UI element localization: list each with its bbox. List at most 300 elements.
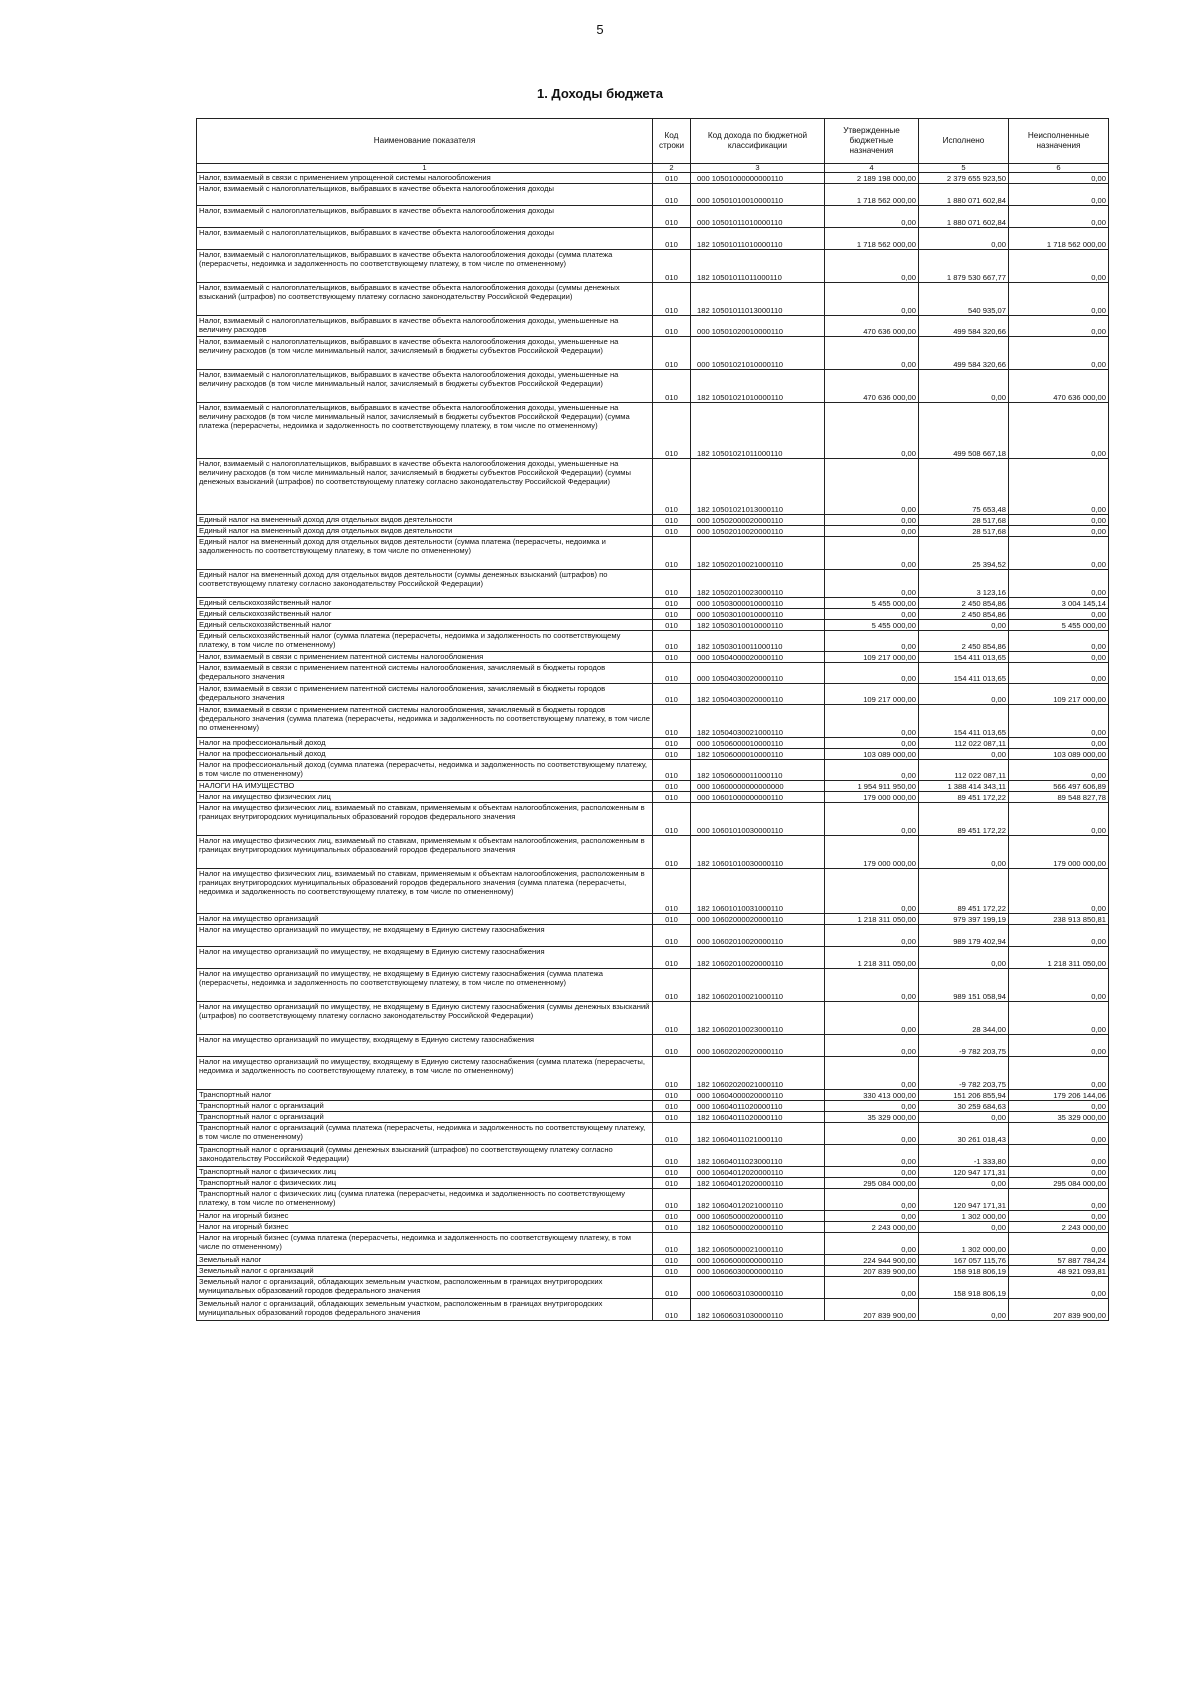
revenue-code: 182 10602020021000110 [691, 1057, 825, 1090]
table-row [197, 337, 1109, 370]
row-code: 010 [653, 1299, 691, 1321]
unexecuted-amount: 0,00 [1009, 1145, 1109, 1167]
table-row [197, 947, 1109, 969]
table-row [197, 749, 1109, 760]
revenue-code: 182 10503010011000110 [691, 631, 825, 652]
row-code: 010 [653, 206, 691, 228]
row-code: 010 [653, 609, 691, 620]
revenue-code: 000 10502000020000110 [691, 515, 825, 526]
executed-amount: 120 947 171,31 [919, 1189, 1009, 1211]
unexecuted-amount: 48 921 093,81 [1009, 1266, 1109, 1277]
table-row [197, 1233, 1109, 1255]
indicator-name: Налог на профессиональный доход [197, 749, 653, 760]
executed-amount: 2 450 854,86 [919, 609, 1009, 620]
executed-amount: 30 259 684,63 [919, 1101, 1009, 1112]
indicator-name: Налог, взимаемый с налогоплательщиков, выбравших в качестве объекта налогообложения доходы [197, 206, 653, 228]
indicator-name: Единый сельскохозяйственный налог [197, 620, 653, 631]
approved-amount: 0,00 [825, 1123, 919, 1145]
table-row [197, 738, 1109, 749]
indicator-name: Налог на имущество организаций по имуществу, не входящему в Единую систему газоснабжения (суммы денежных взысканий (штрафов) по соответствующему платежу согласно законодательству Российской Федерации) [197, 1002, 653, 1035]
revenue-code: 182 10501021010000110 [691, 370, 825, 403]
row-code: 010 [653, 283, 691, 316]
unexecuted-amount: 0,00 [1009, 173, 1109, 184]
table-row [197, 914, 1109, 925]
approved-amount: 103 089 000,00 [825, 749, 919, 760]
executed-amount: 2 379 655 923,50 [919, 173, 1009, 184]
executed-amount: 154 411 013,65 [919, 652, 1009, 663]
approved-amount: 1 218 311 050,00 [825, 914, 919, 925]
unexecuted-amount: 0,00 [1009, 925, 1109, 947]
approved-amount: 0,00 [825, 250, 919, 283]
table-row [197, 684, 1109, 705]
approved-amount: 0,00 [825, 609, 919, 620]
approved-amount: 0,00 [825, 1057, 919, 1090]
revenue-code: 182 10506000010000110 [691, 749, 825, 760]
revenue-code: 182 10602010023000110 [691, 1002, 825, 1035]
approved-amount: 470 636 000,00 [825, 370, 919, 403]
row-code: 010 [653, 1211, 691, 1222]
table-row [197, 370, 1109, 403]
approved-amount: 0,00 [825, 1189, 919, 1211]
indicator-name: Земельный налог с организаций [197, 1266, 653, 1277]
table-row [197, 1057, 1109, 1090]
column-number: 5 [919, 164, 1009, 173]
table-row [197, 836, 1109, 869]
executed-amount: 1 388 414 343,11 [919, 781, 1009, 792]
unexecuted-amount: 1 218 311 050,00 [1009, 947, 1109, 969]
indicator-name: Налог на игорный бизнес [197, 1222, 653, 1233]
row-code: 010 [653, 1233, 691, 1255]
indicator-name: Налог, взимаемый в связи с применением упрощенной системы налогообложения [197, 173, 653, 184]
executed-amount: 158 918 806,19 [919, 1266, 1009, 1277]
revenue-code: 000 10602010020000110 [691, 925, 825, 947]
approved-amount: 0,00 [825, 1145, 919, 1167]
executed-amount: 3 123,16 [919, 570, 1009, 598]
executed-amount: 499 584 320,66 [919, 337, 1009, 370]
executed-amount: -1 333,80 [919, 1145, 1009, 1167]
revenue-code: 000 10606000000000110 [691, 1255, 825, 1266]
executed-amount: 2 450 854,86 [919, 598, 1009, 609]
revenue-code: 182 10503010010000110 [691, 620, 825, 631]
unexecuted-amount: 0,00 [1009, 1277, 1109, 1299]
executed-amount: 28 517,68 [919, 515, 1009, 526]
executed-amount: 120 947 171,31 [919, 1167, 1009, 1178]
row-code: 010 [653, 631, 691, 652]
indicator-name: Транспортный налог с организаций [197, 1101, 653, 1112]
indicator-name: Налог, взимаемый с налогоплательщиков, выбравших в качестве объекта налогообложения доходы [197, 184, 653, 206]
unexecuted-amount: 35 329 000,00 [1009, 1112, 1109, 1123]
table-row [197, 663, 1109, 684]
unexecuted-amount: 57 887 784,24 [1009, 1255, 1109, 1266]
revenue-code: 000 10501010010000110 [691, 184, 825, 206]
row-code: 010 [653, 1222, 691, 1233]
indicator-name: Транспортный налог с физических лиц (сумма платежа (перерасчеты, недоимка и задолженность по соответствующему платежу, в том числе по отмененному) [197, 1189, 653, 1211]
indicator-name: Налог на имущество организаций по имуществу, не входящему в Единую систему газоснабжения (сумма платежа (перерасчеты, недоимка и задолженность по соответствующему платежу, в том числе по отмененному) [197, 969, 653, 1002]
indicator-name: Единый налог на вмененный доход для отдельных видов деятельности [197, 515, 653, 526]
approved-amount: 470 636 000,00 [825, 316, 919, 337]
executed-amount: 89 451 172,22 [919, 792, 1009, 803]
executed-amount: 0,00 [919, 749, 1009, 760]
row-code: 010 [653, 1035, 691, 1057]
executed-amount: 0,00 [919, 1112, 1009, 1123]
indicator-name: Налог, взимаемый с налогоплательщиков, выбравших в качестве объекта налогообложения доходы (сумма платежа (перерасчеты, недоимка и задолженность по соответствующему платежу, в том числе по отмененному) [197, 250, 653, 283]
approved-amount: 0,00 [825, 663, 919, 684]
unexecuted-amount: 0,00 [1009, 570, 1109, 598]
revenue-code: 182 10501021011000110 [691, 403, 825, 459]
row-code: 010 [653, 1255, 691, 1266]
header-revenue-code: Код дохода по бюджетной классификации [691, 119, 825, 164]
indicator-name: Налог, взимаемый с налогоплательщиков, выбравших в качестве объекта налогообложения доходы, уменьшенные на величину расходов (в том числе минимальный налог, зачисляемый в бюджеты субъектов Российской Федерации) (сумма платежа (перерасчеты, недоимка и задолженность по соответствующему платежу, в том числе по отмененному) [197, 403, 653, 459]
indicator-name: Налог на имущество физических лиц, взимаемый по ставкам, применяемым к объектам налогообложения, расположенным в границах внутригородских муниципальных образований городов федерального значения [197, 836, 653, 869]
approved-amount: 0,00 [825, 206, 919, 228]
indicator-name: Налог на имущество организаций по имуществу, входящему в Единую систему газоснабжения [197, 1035, 653, 1057]
approved-amount: 0,00 [825, 760, 919, 781]
row-code: 010 [653, 403, 691, 459]
revenue-code: 000 10504030020000110 [691, 663, 825, 684]
unexecuted-amount: 0,00 [1009, 760, 1109, 781]
executed-amount: 158 918 806,19 [919, 1277, 1009, 1299]
row-code: 010 [653, 1090, 691, 1101]
indicator-name: Земельный налог с организаций, обладающих земельным участком, расположенным в границах внутригородских муниципальных образований городов федерального значения [197, 1299, 653, 1321]
approved-amount: 179 000 000,00 [825, 792, 919, 803]
unexecuted-amount: 179 206 144,06 [1009, 1090, 1109, 1101]
header-indicator-name: Наименование показателя [197, 119, 653, 164]
executed-amount: 0,00 [919, 620, 1009, 631]
row-code: 010 [653, 781, 691, 792]
table-row [197, 1299, 1109, 1321]
table-row [197, 1101, 1109, 1112]
executed-amount: 0,00 [919, 228, 1009, 250]
table-row [197, 631, 1109, 652]
approved-amount: 0,00 [825, 925, 919, 947]
row-code: 010 [653, 620, 691, 631]
indicator-name: Налог, взимаемый в связи с применением патентной системы налогообложения, зачисляемый в бюджеты городов федерального значения (сумма платежа (перерасчеты, недоимка и задолженность по соответствующему платежу, в том числе по отмененному) [197, 705, 653, 738]
row-code: 010 [653, 184, 691, 206]
executed-amount: 154 411 013,65 [919, 663, 1009, 684]
executed-amount: 0,00 [919, 684, 1009, 705]
executed-amount: 1 880 071 602,84 [919, 206, 1009, 228]
unexecuted-amount: 103 089 000,00 [1009, 749, 1109, 760]
unexecuted-amount: 207 839 900,00 [1009, 1299, 1109, 1321]
row-code: 010 [653, 869, 691, 914]
table-row [197, 1112, 1109, 1123]
unexecuted-amount: 0,00 [1009, 526, 1109, 537]
approved-amount: 5 455 000,00 [825, 620, 919, 631]
approved-amount: 0,00 [825, 1002, 919, 1035]
executed-amount: 979 397 199,19 [919, 914, 1009, 925]
unexecuted-amount: 5 455 000,00 [1009, 620, 1109, 631]
executed-amount: 89 451 172,22 [919, 803, 1009, 836]
revenue-code: 182 10606031030000110 [691, 1299, 825, 1321]
approved-amount: 0,00 [825, 869, 919, 914]
row-code: 010 [653, 684, 691, 705]
row-code: 010 [653, 1101, 691, 1112]
indicator-name: Транспортный налог с организаций (сумма платежа (перерасчеты, недоимка и задолженность по соответствующему платежу, в том числе по отмененному) [197, 1123, 653, 1145]
revenue-code: 000 10504000020000110 [691, 652, 825, 663]
approved-amount: 1 954 911 950,00 [825, 781, 919, 792]
unexecuted-amount: 0,00 [1009, 1233, 1109, 1255]
revenue-code: 000 10506000010000110 [691, 738, 825, 749]
approved-amount: 0,00 [825, 570, 919, 598]
unexecuted-amount: 0,00 [1009, 1057, 1109, 1090]
row-code: 010 [653, 738, 691, 749]
unexecuted-amount: 109 217 000,00 [1009, 684, 1109, 705]
executed-amount: 89 451 172,22 [919, 869, 1009, 914]
executed-amount: 151 206 855,94 [919, 1090, 1009, 1101]
revenue-code: 182 10501011010000110 [691, 228, 825, 250]
approved-amount: 179 000 000,00 [825, 836, 919, 869]
row-code: 010 [653, 1167, 691, 1178]
revenue-code: 182 10604012021000110 [691, 1189, 825, 1211]
approved-amount: 5 455 000,00 [825, 598, 919, 609]
executed-amount: 28 344,00 [919, 1002, 1009, 1035]
indicator-name: Единый налог на вмененный доход для отдельных видов деятельности (суммы денежных взысканий (штрафов) по соответствующему платежу согласно законодательству Российской Федерации) [197, 570, 653, 598]
row-code: 010 [653, 947, 691, 969]
revenue-code: 182 10604011020000110 [691, 1112, 825, 1123]
approved-amount: 207 839 900,00 [825, 1266, 919, 1277]
unexecuted-amount: 0,00 [1009, 337, 1109, 370]
executed-amount: 0,00 [919, 836, 1009, 869]
column-number: 3 [691, 164, 825, 173]
row-code: 010 [653, 925, 691, 947]
indicator-name: Налог на имущество организаций по имуществу, входящему в Единую систему газоснабжения (сумма платежа (перерасчеты, недоимка и задолженность по соответствующему платежу, в том числе по отмененному) [197, 1057, 653, 1090]
row-code: 010 [653, 969, 691, 1002]
row-code: 010 [653, 370, 691, 403]
column-number: 1 [197, 164, 653, 173]
indicator-name: Земельный налог [197, 1255, 653, 1266]
executed-amount: 0,00 [919, 1299, 1009, 1321]
approved-amount: 295 084 000,00 [825, 1178, 919, 1189]
indicator-name: НАЛОГИ НА ИМУЩЕСТВО [197, 781, 653, 792]
executed-amount: 499 584 320,66 [919, 316, 1009, 337]
table-row [197, 1167, 1109, 1178]
revenue-code: 182 10605000021000110 [691, 1233, 825, 1255]
revenue-code: 000 10602000020000110 [691, 914, 825, 925]
header-executed: Исполнено [919, 119, 1009, 164]
revenue-code: 182 10504030020000110 [691, 684, 825, 705]
indicator-name: Налог на имущество физических лиц [197, 792, 653, 803]
table-row [197, 459, 1109, 515]
approved-amount: 0,00 [825, 969, 919, 1002]
table-row [197, 1189, 1109, 1211]
table-row [197, 925, 1109, 947]
table-row [197, 792, 1109, 803]
column-number: 6 [1009, 164, 1109, 173]
revenue-code: 000 10605000020000110 [691, 1211, 825, 1222]
revenue-code: 182 10504030021000110 [691, 705, 825, 738]
row-code: 010 [653, 173, 691, 184]
table-row [197, 283, 1109, 316]
unexecuted-amount: 0,00 [1009, 738, 1109, 749]
approved-amount: 0,00 [825, 1233, 919, 1255]
row-code: 010 [653, 836, 691, 869]
approved-amount: 0,00 [825, 803, 919, 836]
revenue-code: 000 10600000000000000 [691, 781, 825, 792]
revenue-code: 000 10602020020000110 [691, 1035, 825, 1057]
unexecuted-amount: 0,00 [1009, 316, 1109, 337]
approved-amount: 0,00 [825, 1101, 919, 1112]
revenue-code: 182 10601010030000110 [691, 836, 825, 869]
revenue-code: 000 10501020010000110 [691, 316, 825, 337]
revenue-code: 182 10604011023000110 [691, 1145, 825, 1167]
header-unexecuted: Неисполненные назначения [1009, 119, 1109, 164]
executed-amount: 989 179 402,94 [919, 925, 1009, 947]
unexecuted-amount: 0,00 [1009, 631, 1109, 652]
unexecuted-amount: 2 243 000,00 [1009, 1222, 1109, 1233]
row-code: 010 [653, 1189, 691, 1211]
approved-amount: 0,00 [825, 1035, 919, 1057]
row-code: 010 [653, 1123, 691, 1145]
unexecuted-amount: 0,00 [1009, 1002, 1109, 1035]
row-code: 010 [653, 537, 691, 570]
revenue-code: 000 10503010010000110 [691, 609, 825, 620]
revenue-code: 182 10604012020000110 [691, 1178, 825, 1189]
indicator-name: Налог, взимаемый с налогоплательщиков, выбравших в качестве объекта налогообложения доходы, уменьшенные на величину расходов [197, 316, 653, 337]
table-row [197, 609, 1109, 620]
row-code: 010 [653, 749, 691, 760]
table-body [197, 173, 1109, 1321]
table-row [197, 1002, 1109, 1035]
indicator-name: Транспортный налог с организаций (суммы денежных взысканий (штрафов) по соответствующему платежу согласно законодательству Российской Федерации) [197, 1145, 653, 1167]
table-row [197, 803, 1109, 836]
unexecuted-amount: 0,00 [1009, 1123, 1109, 1145]
indicator-name: Налог на имущество организаций по имуществу, не входящему в Единую систему газоснабжения [197, 925, 653, 947]
table-row [197, 206, 1109, 228]
table-row [197, 598, 1109, 609]
indicator-name: Единый сельскохозяйственный налог [197, 609, 653, 620]
indicator-name: Налог на игорный бизнес (сумма платежа (перерасчеты, недоимка и задолженность по соответствующему платежу, в том числе по отмененному) [197, 1233, 653, 1255]
indicator-name: Налог, взимаемый с налогоплательщиков, выбравших в качестве объекта налогообложения доходы (суммы денежных взысканий (штрафов) по соответствующему платежу согласно законодательству Российской Федерации) [197, 283, 653, 316]
executed-amount: 1 879 530 667,77 [919, 250, 1009, 283]
table-row [197, 1178, 1109, 1189]
executed-amount: 0,00 [919, 947, 1009, 969]
indicator-name: Налог на имущество организаций [197, 914, 653, 925]
indicator-name: Единый сельскохозяйственный налог (сумма платежа (перерасчеты, недоимка и задолженность по соответствующему платежу, в том числе по отмененному) [197, 631, 653, 652]
unexecuted-amount: 0,00 [1009, 1035, 1109, 1057]
unexecuted-amount: 0,00 [1009, 609, 1109, 620]
page-number: 5 [596, 22, 604, 37]
approved-amount: 1 718 562 000,00 [825, 184, 919, 206]
budget-revenue-table [196, 118, 1109, 1321]
table-row [197, 869, 1109, 914]
table-row [197, 705, 1109, 738]
row-code: 010 [653, 515, 691, 526]
approved-amount: 2 189 198 000,00 [825, 173, 919, 184]
revenue-code: 182 10601010031000110 [691, 869, 825, 914]
row-code: 010 [653, 459, 691, 515]
indicator-name: Налог, взимаемый с налогоплательщиков, выбравших в качестве объекта налогообложения доходы, уменьшенные на величину расходов (в том числе минимальный налог, зачисляемый в бюджеты субъектов Российской Федерации) [197, 337, 653, 370]
unexecuted-amount: 295 084 000,00 [1009, 1178, 1109, 1189]
indicator-name: Единый налог на вмененный доход для отдельных видов деятельности [197, 526, 653, 537]
row-code: 010 [653, 1112, 691, 1123]
table-row [197, 184, 1109, 206]
row-code: 010 [653, 570, 691, 598]
approved-amount: 35 329 000,00 [825, 1112, 919, 1123]
executed-amount: 25 394,52 [919, 537, 1009, 570]
row-code: 010 [653, 792, 691, 803]
table-row [197, 403, 1109, 459]
header-approved: Утвержденные бюджетные назначения [825, 119, 919, 164]
table-row [197, 1123, 1109, 1145]
table-row [197, 620, 1109, 631]
revenue-code: 000 10604011020000110 [691, 1101, 825, 1112]
row-code: 010 [653, 1277, 691, 1299]
approved-amount: 0,00 [825, 515, 919, 526]
unexecuted-amount: 179 000 000,00 [1009, 836, 1109, 869]
unexecuted-amount: 0,00 [1009, 206, 1109, 228]
table-row [197, 1090, 1109, 1101]
unexecuted-amount: 0,00 [1009, 969, 1109, 1002]
table-row [197, 969, 1109, 1002]
row-code: 010 [653, 337, 691, 370]
unexecuted-amount: 0,00 [1009, 537, 1109, 570]
executed-amount: 0,00 [919, 1178, 1009, 1189]
table-row [197, 1255, 1109, 1266]
indicator-name: Единый налог на вмененный доход для отдельных видов деятельности (сумма платежа (перерасчеты, недоимка и задолженность по соответствующему платежу, в том числе по отмененному) [197, 537, 653, 570]
approved-amount: 207 839 900,00 [825, 1299, 919, 1321]
revenue-code: 182 10501011013000110 [691, 283, 825, 316]
indicator-name: Единый сельскохозяйственный налог [197, 598, 653, 609]
row-code: 010 [653, 663, 691, 684]
row-code: 010 [653, 803, 691, 836]
unexecuted-amount: 0,00 [1009, 184, 1109, 206]
row-code: 010 [653, 760, 691, 781]
row-code: 010 [653, 598, 691, 609]
column-number-row [197, 164, 1109, 173]
executed-amount: 112 022 087,11 [919, 760, 1009, 781]
unexecuted-amount: 0,00 [1009, 250, 1109, 283]
header-row-code: Код строки [653, 119, 691, 164]
executed-amount: 0,00 [919, 370, 1009, 403]
table-row [197, 537, 1109, 570]
executed-amount: 499 508 667,18 [919, 403, 1009, 459]
row-code: 010 [653, 705, 691, 738]
row-code: 010 [653, 228, 691, 250]
table-row [197, 570, 1109, 598]
approved-amount: 0,00 [825, 705, 919, 738]
revenue-code: 000 10502010020000110 [691, 526, 825, 537]
revenue-code: 182 10502010023000110 [691, 570, 825, 598]
indicator-name: Налог, взимаемый в связи с применением патентной системы налогообложения [197, 652, 653, 663]
table-row [197, 1035, 1109, 1057]
revenue-code: 000 10501011010000110 [691, 206, 825, 228]
revenue-code: 182 10501021013000110 [691, 459, 825, 515]
indicator-name: Налог на имущество организаций по имуществу, не входящему в Единую систему газоснабжения [197, 947, 653, 969]
row-code: 010 [653, 1002, 691, 1035]
unexecuted-amount: 0,00 [1009, 283, 1109, 316]
indicator-name: Налог на игорный бизнес [197, 1211, 653, 1222]
row-code: 010 [653, 914, 691, 925]
table-row [197, 760, 1109, 781]
row-code: 010 [653, 250, 691, 283]
row-code: 010 [653, 652, 691, 663]
table-row [197, 250, 1109, 283]
unexecuted-amount: 0,00 [1009, 1189, 1109, 1211]
indicator-name: Земельный налог с организаций, обладающих земельным участком, расположенным в границах внутригородских муниципальных образований городов федерального значения [197, 1277, 653, 1299]
unexecuted-amount: 470 636 000,00 [1009, 370, 1109, 403]
approved-amount: 1 718 562 000,00 [825, 228, 919, 250]
table-row [197, 1266, 1109, 1277]
indicator-name: Налог, взимаемый с налогоплательщиков, выбравших в качестве объекта налогообложения доходы, уменьшенные на величину расходов (в том числе минимальный налог, зачисляемый в бюджеты субъектов Российской Федерации) [197, 370, 653, 403]
revenue-code: 182 10501011011000110 [691, 250, 825, 283]
unexecuted-amount: 1 718 562 000,00 [1009, 228, 1109, 250]
indicator-name: Транспортный налог с физических лиц [197, 1167, 653, 1178]
executed-amount: 1 880 071 602,84 [919, 184, 1009, 206]
table-row [197, 228, 1109, 250]
revenue-code: 182 10602010021000110 [691, 969, 825, 1002]
approved-amount: 0,00 [825, 1277, 919, 1299]
executed-amount: 112 022 087,11 [919, 738, 1009, 749]
